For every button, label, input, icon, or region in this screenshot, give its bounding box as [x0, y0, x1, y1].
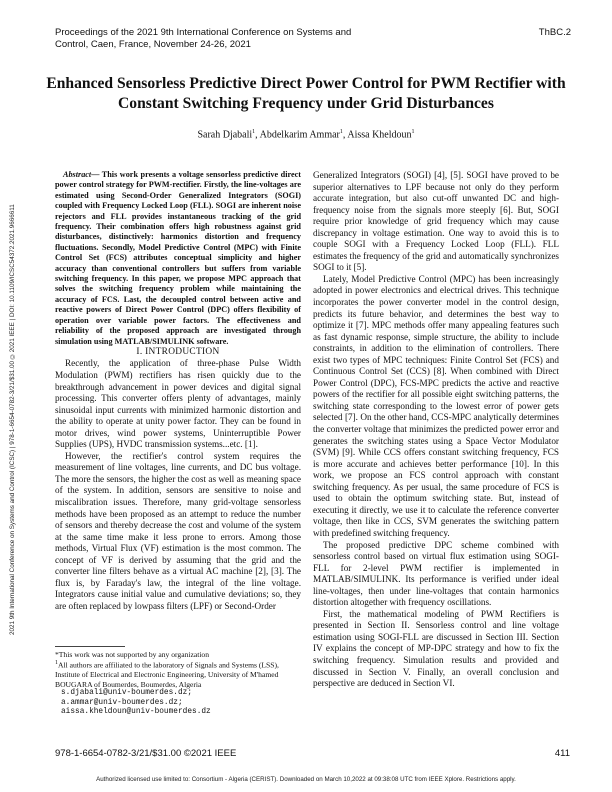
- affiliation-text: All authors are affiliated to the laboratory of Signals and Systems (LSS), Institute of Electrical and Electronic Engineering, University of M'hamed BOUGARA of Boumerdes, Boumerdes, Algeria: [55, 660, 279, 689]
- doi-side-stamp: 2021 9th International Conference on Systems and Control (ICSC) | 978-1-6654-0782-3/21/$31.00 ©2021 IEEE | DOI: 10.1109/ICSC54372.2021.9666611: [9, 204, 16, 636]
- footnote-rule: [55, 646, 125, 647]
- paragraph: First, the mathematical modeling of PWM Rectifiers is presented in Section II. Sensorless control and line voltage estimation using SOGI-FLL are discussed in Section III. Section IV explains the concept of MP-DPC strategy and how to fix the switching frequency. Simulation results and provided and discussed in Section V. Finally, an overall conclusion and perspective are deduced in Section VI.: [313, 608, 559, 689]
- abstract-label: Abstract: [63, 170, 92, 179]
- left-column: [55, 170, 301, 612]
- proceedings-header: Proceedings of the 2021 9th International Conference on Systems and Control, Caen, France, November 24-26, 2021: [55, 27, 352, 50]
- right-column: [313, 170, 559, 690]
- author-name: Aissa Kheldoun: [347, 129, 412, 141]
- email-link[interactable]: s.djabali@univ-boumerdes.dz;: [61, 689, 193, 698]
- footnotes: [55, 646, 301, 717]
- paragraph: However, the rectifier's control system requires the measurement of line voltages, line currents, and DC bus voltage. The more the sensors, the higher the cost as well as meaning space of the system. In addition, sensors are sensitive to noise and miscalibration issues. Therefore, many grid-voltage sensorless methods have been proposed as an attempt to reduce the number of sensors and thereby decrease the cost and volume of the system at the same time make it less prone to errors. Among those methods, Virtual Flux (VF) estimation is the most common. The concept of VF is derived by assuming that the grid and the converter line filters behave as a virtual AC machine [2], [3]. The flux is, by Faraday's law, the integral of the line voltage. Integrators cause initial value and cumulative deviations; so, they are often replaced by lowpass filters (LPF) or Second-Order: [55, 450, 301, 611]
- author-mark: 1: [339, 129, 343, 135]
- affiliation-mark: 1: [55, 660, 58, 667]
- email-link[interactable]: a.ammar@univ-boumerdes.dz;: [61, 698, 183, 707]
- author-list: Sarah Djabali$^1$, Abdelkarim Ammar$^1$, Aissa Kheldoun$^1$: [197, 129, 415, 141]
- author-mark: 1: [252, 129, 256, 135]
- author-name: Abdelkarim Ammar: [259, 129, 340, 141]
- email-link[interactable]: aissa.kheldoun@univ-boumerdes.dz: [61, 707, 211, 716]
- isbn-line: 978-1-6654-0782-3/21/$31.00 ©2021 IEEE: [55, 748, 237, 759]
- page-number: 411: [554, 748, 570, 759]
- author-name: Sarah Djabali: [197, 129, 253, 141]
- paragraph: Lately, Model Predictive Control (MPC) has been increasingly adopted in power electronics and electrical drives. This technique incorporates the power converter model in the control design, predicts its future behavior, and determines the best way to optimize it [7]. MPC methods offer many appealing features such as fast dynamic response, simple structure, the ability to include constraints, in addition to the elimination of controllers. There exist two types of MPC techniques: Finite Control Set (FCS) and Continuous Control Set (CCS) [8]. When combined with Direct Power Control (DPC), FCS-MPC predicts the active and reactive powers of the rectifier for all possible eight switching patterns, the switching state corresponding to the lowest error of power gets selected [7]. On the other hand, CCS-MPC analytically determines the converter voltage that minimizes the predicted power error and generates the switching states using a Space Vector Modulator (SVM) [9]. While CCS offers constant switching frequency, FCS is more accurate and achieves better performance [10]. In this work, we propose an FCS control approach with constant switching frequency. As per usual, the same procedure of FCS is used to obtain the optimum switching state. But, instead of executing it directly, we use it to calculate the reference converter voltage, then like in CCS, SVM generates the switching pattern with predefined switching frequency.: [313, 273, 559, 538]
- footnote-support: *This work was not supported by any organization: [55, 650, 210, 659]
- paragraph: Recently, the application of three-phase Pulse Width Modulation (PWM) rectifiers has risen quickly due to the breakthrough advancement in power devices and digital signal processing. This converter offers plenty of advantages, mainly sinusoidal input currents with minimized harmonic distortion and the ability to operate at unity power factor. They can be found in motor drives, wind power systems, Uninterruptible Power Supplies (UPS), HVDC transmission systems...etc. [1].: [55, 358, 301, 450]
- license-notice: Authorized licensed use limited to: Consortium - Algeria (CERIST). Downloaded on March 10,2022 at 09:38:08 UTC from IEEE Xplore. Restrictions apply.: [96, 776, 516, 783]
- session-code: ThBC.2: [538, 27, 571, 38]
- author-mark: 1: [411, 129, 415, 135]
- paragraph: Generalized Integrators (SOGI) [4], [5]. SOGI have proved to be superior alternatives to LPF because not only do they perform accurate integration, but also cut-off unwanted DC and high-frequency noise from the signals more steeply [6]. But, SOGI require prior knowledge of grid frequency which may cause discrepancy in voltage estimation. One way to avoid this is to couple SOGI with a Frequency Locked Loop (FLL). FLL estimates the frequency of the grid and automatically synchronizes SOGI to it [5].: [313, 170, 559, 273]
- abstract: Abstract— This work presents a voltage sensorless predictive direct power control strategy for PWM-rectifier. Firstly, the line-voltages are estimated using Second-Order Generalized Integrators (SOGI) coupled with Frequency Locked Loop (FLL). SOGI are inherent noise rejectors and FLL provides instantaneous tracking of the grid frequency. Their combination offers high robustness against grid disturbances, distinctively: harmonics distortion and frequency fluctuations. Secondly, Model Predictive Control (MPC) with Finite Control Set (FCS) attributes conceptual simplicity and higher accuracy than conventional controllers but suffers from variable switching frequency. In this paper, we propose MPC approach that solves the switching frequency problem while maintaining the accuracy of FCS. Last, the decoupled control between active and reactive powers of Direct Power Control (DPC) offers flexibility of operation over variable power factors. The effectiveness and reliability of the proposed approach are investigated through simulation using MATLAB/SIMULINK software.: [55, 170, 301, 346]
- paper-title: Enhanced Sensorless Predictive Direct Power Control for PWM Rectifier with Constant Switching Frequency under Grid Disturbances: [46, 75, 566, 112]
- footnote-affiliation: [55, 659, 301, 689]
- section-heading-introduction: I. INTRODUCTION: [136, 346, 220, 357]
- abstract-text: This work presents a voltage sensorless predictive direct power control strategy for PWM-rectifier. Firstly, the line-voltages are estimated using Second-Order Generalized Integrators (SOGI) coupled with Frequency Locked Loop (FLL). SOGI are inherent noise rejectors and FLL provides instantaneous tracking of the grid frequency. Their combination offers high robustness against grid disturbances, distinctively: harmonics distortion and frequency fluctuations. Secondly, Model Predictive Control (MPC) with Finite Control Set (FCS) attributes conceptual simplicity and higher accuracy than conventional controllers but suffers from variable switching frequency. In this paper, we propose MPC approach that solves the switching frequency problem while maintaining the accuracy of FCS. Last, the decoupled control between active and reactive powers of Direct Power Control (DPC) offers flexibility of operation over variable power factors. The effectiveness and reliability of the proposed approach are investigated through simulation using MATLAB/SIMULINK software.: [55, 170, 301, 346]
- paragraph: The proposed predictive DPC scheme combined with sensorless control based on virtual flux estimation using SOGI-FLL for 2-level PWM rectifier is implemented in MATLAB/SIMULINK. Its performance is verified under ideal line-voltages, then under line-voltages that contain harmonics distortion altogether with frequency oscillations.: [313, 539, 559, 608]
